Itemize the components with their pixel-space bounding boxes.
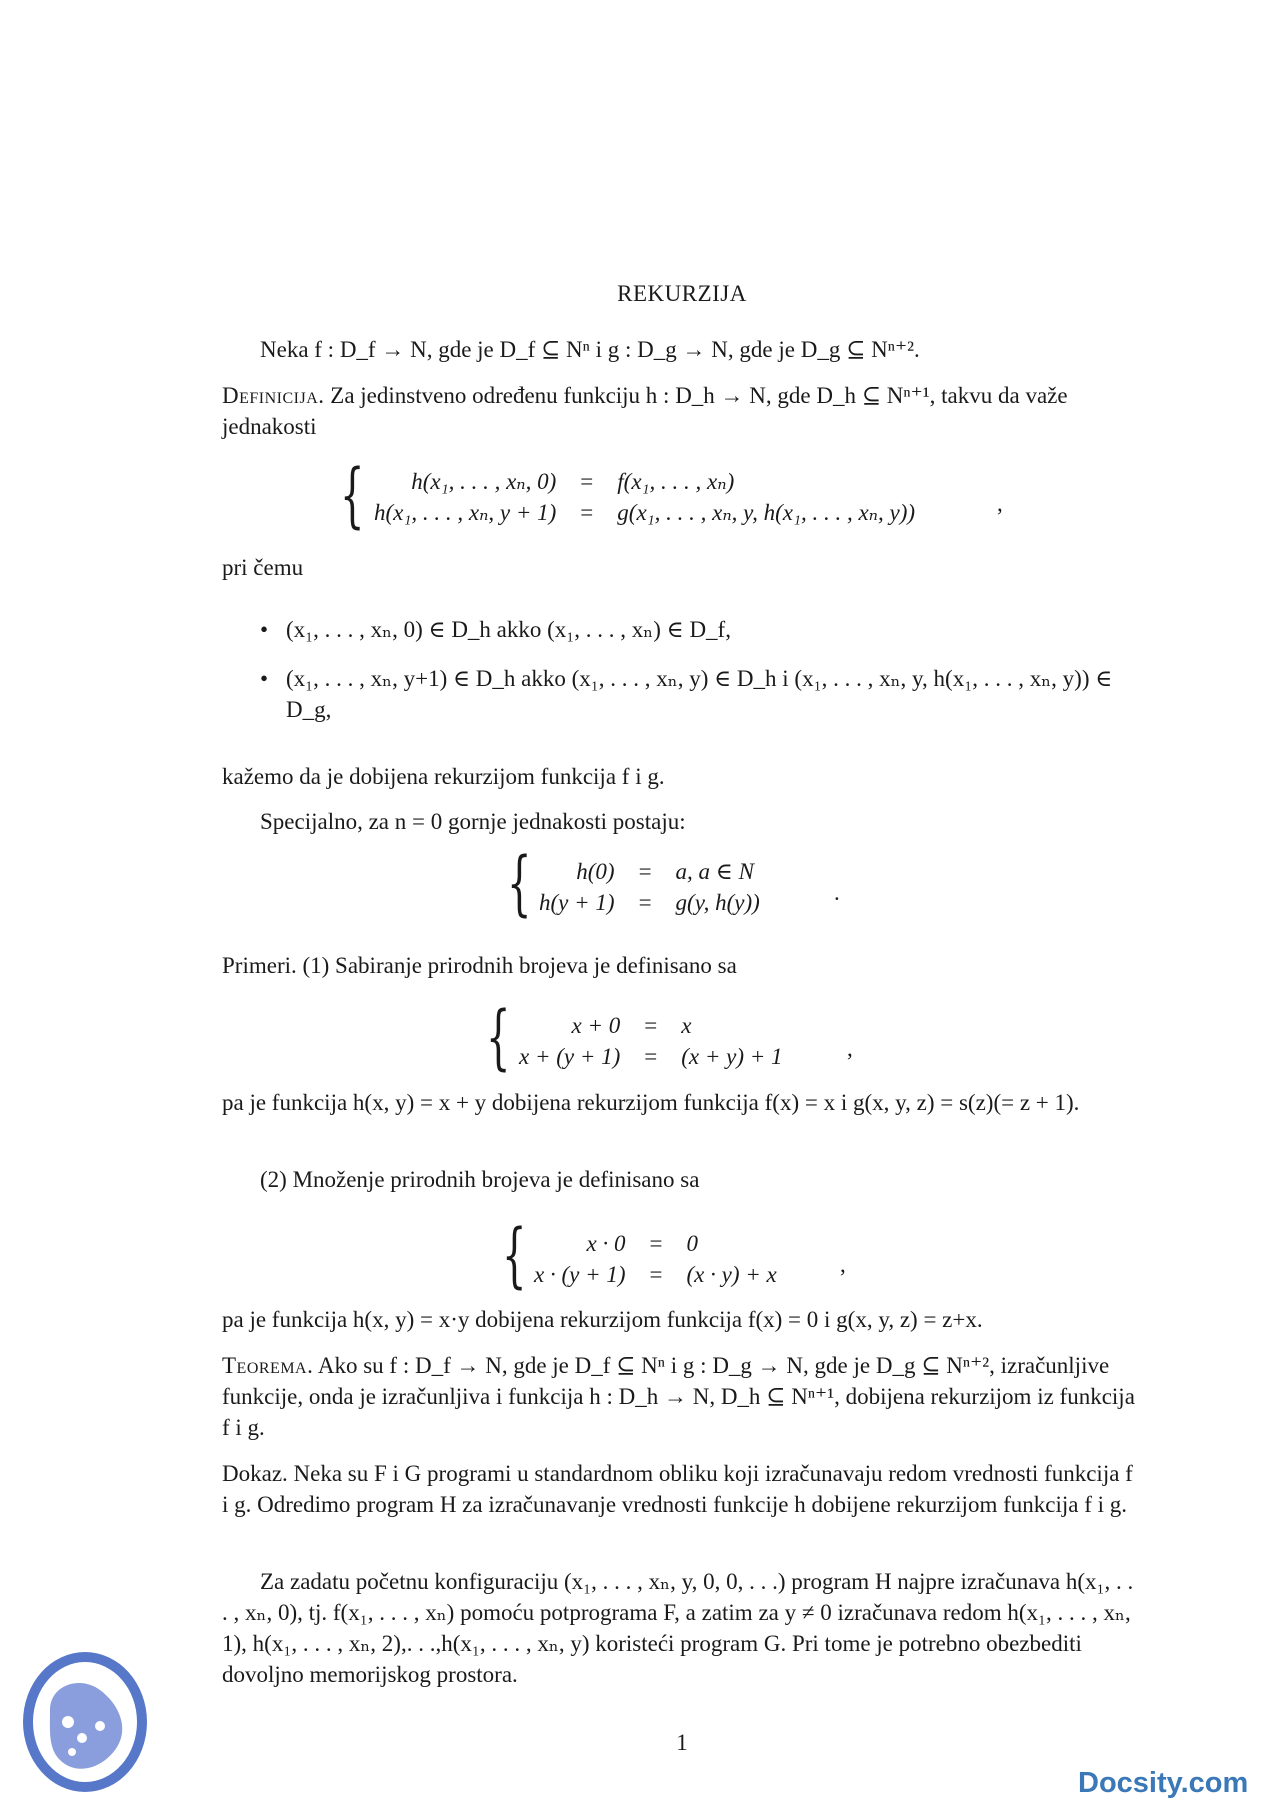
equation-op: = — [638, 890, 652, 915]
list-item-text: (x₁, . . . , xₙ, 0) ∈ D_h akko (x₁, . . . , xₙ) ∈ D_f, — [286, 617, 731, 642]
brace-system-3: { — [486, 996, 511, 1078]
intro-paragraph: Neka f : D_f → N, gde je D_f ⊆ Nⁿ i g : D_g → N, gde je D_g ⊆ Nⁿ⁺². — [260, 337, 920, 362]
theorem-text: Ako su f : D_f → N, gde je D_f ⊆ Nⁿ i g : D_g → N, gde je D_g ⊆ Nⁿ⁺², izračunljive funkcije, onda je izračunljiva i funkcija h : D_h → N, D_h ⊆ Nⁿ⁺¹, dobijena rekurzijom iz funkcija f i g. — [222, 1353, 1135, 1440]
equation-lhs: x · (y + 1) — [534, 1262, 626, 1287]
page-number: 1 — [676, 1730, 688, 1755]
page-title: REKURZIJA — [617, 281, 747, 306]
equation-rhs: a, a ∈ N — [675, 859, 754, 884]
equation-rhs: 0 — [686, 1231, 698, 1256]
equation-system-1 — [362, 466, 927, 528]
dokaz-paragraph: Dokaz. Neka su F i G programi u standardnom obliku koji izračunavaju redom vrednosti funkcija f i g. Odredimo program H za izračunavanje vrednosti funkcije h dobijene rekurzijom funkcija f i g. — [222, 1461, 1133, 1517]
equation-trail: , — [840, 1252, 846, 1277]
equation-op: = — [580, 469, 594, 494]
final-paragraph: Za zadatu početnu konfiguraciju (x₁, . . . , xₙ, y, 0, 0, . . .) program H najpre izračunava h(x₁, . . . , xₙ, 0), tj. f(x₁, . . . , xₙ) pomoću potprograma F, a zatim za y ≠ 0 izračunava redom h(x₁, . . . , xₙ, 1), h(x₁, . . . , xₙ, 2),. . .,h(x₁, . . . , xₙ, y) koristeći program G. Pri tome je potrebno obezbediti dovoljno memorijskog prostora. — [222, 1569, 1134, 1687]
equation-op: = — [649, 1231, 663, 1256]
primeri-paragraph: Primeri. (1) Sabiranje prirodnih brojeva je definisano sa — [222, 953, 737, 978]
condition-list — [222, 614, 1142, 739]
list-item-text: (x₁, . . . , xₙ, y+1) ∈ D_h akko (x₁, . . . , xₙ, y) ∈ D_h i (x₁, . . . , xₙ, y, h(x₁, . . . , xₙ, y)) ∈ D_g, — [286, 666, 1113, 722]
brace-system-4: { — [502, 1214, 527, 1296]
definition-paragraph — [222, 380, 1142, 442]
specijalno-paragraph: Specijalno, za n = 0 gornje jednakosti postaju: — [260, 809, 686, 834]
kazemo-paragraph: kažemo da je dobijena rekurzijom funkcija f i g. — [222, 764, 665, 789]
equation-system-2 — [527, 856, 772, 918]
theorem-paragraph — [222, 1350, 1142, 1443]
equation-lhs: h(0) — [576, 859, 615, 884]
list-item — [222, 663, 1142, 725]
equation-system-4 — [522, 1228, 789, 1290]
equation-trail: , — [997, 491, 1003, 516]
equation-lhs: x + 0 — [571, 1013, 621, 1038]
mnozenje-result-paragraph: pa je funkcija h(x, y) = x·y dobijena rekurzijom funkcija f(x) = 0 i g(x, y, z) = z+x. — [222, 1307, 983, 1332]
definition-text: Za jedinstveno određenu funkciju h : D_h → N, gde D_h ⊆ Nⁿ⁺¹, takvu da važe jednakosti — [222, 383, 1068, 439]
equation-row — [527, 887, 772, 918]
bullet-icon: • — [260, 666, 269, 691]
equation-trail: , — [847, 1036, 853, 1061]
equation-op: = — [649, 1262, 663, 1287]
equation-lhs: x + (y + 1) — [519, 1044, 621, 1069]
equation-lhs: x · 0 — [586, 1231, 626, 1256]
equation-rhs: g(y, h(y)) — [675, 890, 760, 915]
definition-label: Definicija. — [222, 383, 325, 408]
equation-op: = — [644, 1013, 658, 1038]
equation-lhs: h(x₁, . . . , xₙ, y + 1) — [374, 500, 557, 525]
brace-system-2: { — [507, 842, 532, 924]
equation-system-3 — [507, 1010, 795, 1072]
equation-row — [507, 1041, 795, 1072]
list-item — [222, 614, 1142, 645]
equation-rhs: (x · y) + x — [686, 1262, 777, 1287]
equation-rhs: f(x₁, . . . , xₙ) — [617, 469, 735, 494]
brace-system-1: { — [340, 454, 365, 536]
equation-row — [522, 1228, 789, 1259]
equation-row — [527, 856, 772, 887]
mnozenje-paragraph: (2) Množenje prirodnih brojeva je definisano sa — [260, 1167, 700, 1192]
equation-rhs: g(x₁, . . . , xₙ, y, h(x₁, . . . , xₙ, y)) — [617, 500, 916, 525]
docsity-logo-icon — [20, 1650, 150, 1795]
equation-op: = — [580, 500, 594, 525]
equation-row — [362, 466, 927, 497]
equation-row — [362, 497, 927, 528]
bullet-icon: • — [260, 617, 269, 642]
equation-trail: . — [834, 880, 840, 905]
pri-cemu-text: pri čemu — [222, 555, 304, 580]
equation-row — [507, 1010, 795, 1041]
equation-rhs: (x + y) + 1 — [681, 1044, 783, 1069]
equation-op: = — [644, 1044, 658, 1069]
sabiranje-result-paragraph: pa je funkcija h(x, y) = x + y dobijena rekurzijom funkcija f(x) = x i g(x, y, z) = s(z)(= z + 1). — [222, 1090, 1080, 1115]
equation-lhs: h(y + 1) — [539, 890, 615, 915]
equation-op: = — [638, 859, 652, 884]
docsity-watermark: Docsity.com — [1078, 1767, 1249, 1799]
equation-lhs: h(x₁, . . . , xₙ, 0) — [411, 469, 557, 494]
theorem-label: Teorema. — [222, 1353, 314, 1378]
equation-rhs: x — [681, 1013, 692, 1038]
equation-row — [522, 1259, 789, 1290]
